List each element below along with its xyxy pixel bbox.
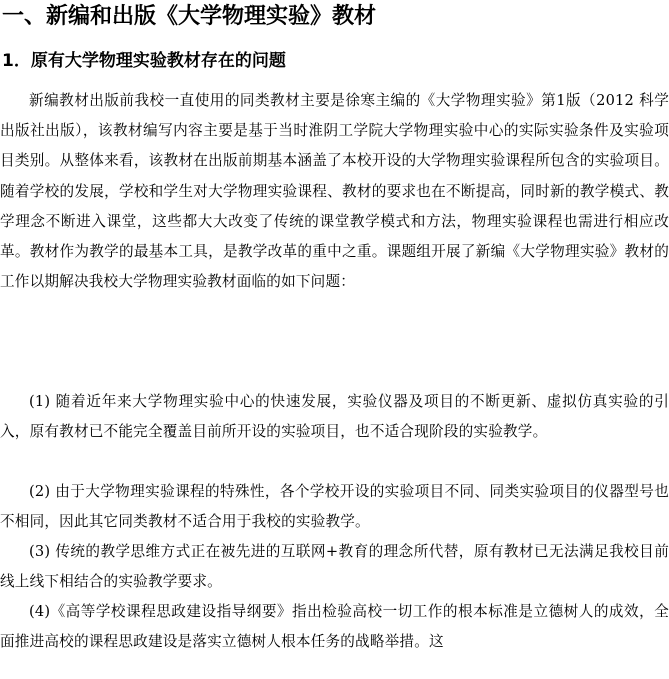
problem-item-4: (4)《高等学校课程思政建设指导纲要》指出检验高校一切工作的根本标准是立德树人的成效，全面推进高校的课程思政建设是落实立德树人根本任务的战略举措。这 <box>0 603 669 651</box>
body-paragraph: 新编教材出版前我校一直使用的同类教材主要是徐寒主编的《大学物理实验》第1版（2012 科学出版社出版），该教材编写内容主要是基于当时淮阴工学院大学物理实验中心的实际实验条件及实验项目类别。从整体来看，该教材在出版前期基本涵盖了本校开设的大学物理实验课程所包含的实验项目。随着学校的发展，学校和学生对大学物理实验课程、教材的要求也在不断提高，同时新的教学模式、教学理念不断进入课堂，这些都大大改变了传统的课堂教学模式和方法，物理实验课程也需进行相应改革。教材作为教学的最基本工具，是教学改革的重中之重。课题组开展了新编《大学物理实验》教材的工作以期解决我校大学物理实验教材面临的如下问题： <box>0 92 669 291</box>
problem-item-2: (2) 由于大学物理实验课程的特殊性，各个学校开设的实验项目不同、同类实验项目的仪器型号也不相同，因此其它同类教材不适合用于我校的实验教学。 <box>0 483 669 531</box>
subsection-heading: 1．原有大学物理实验教材存在的问题 <box>2 51 286 71</box>
problem-item-3: (3) 传统的教学思维方式正在被先进的互联网+教育的理念所代替，原有教材已无法满足我校目前线上线下相结合的实验教学要求。 <box>0 543 669 591</box>
section-heading: 一、新编和出版《大学物理实验》教材 <box>2 4 377 29</box>
problem-item-1: (1) 随着近年来大学物理实验中心的快速发展，实验仪器及项目的不断更新、虚拟仿真实验的引入，原有教材已不能完全覆盖目前所开设的实验项目，也不适合现阶段的实验教学。 <box>0 393 669 441</box>
